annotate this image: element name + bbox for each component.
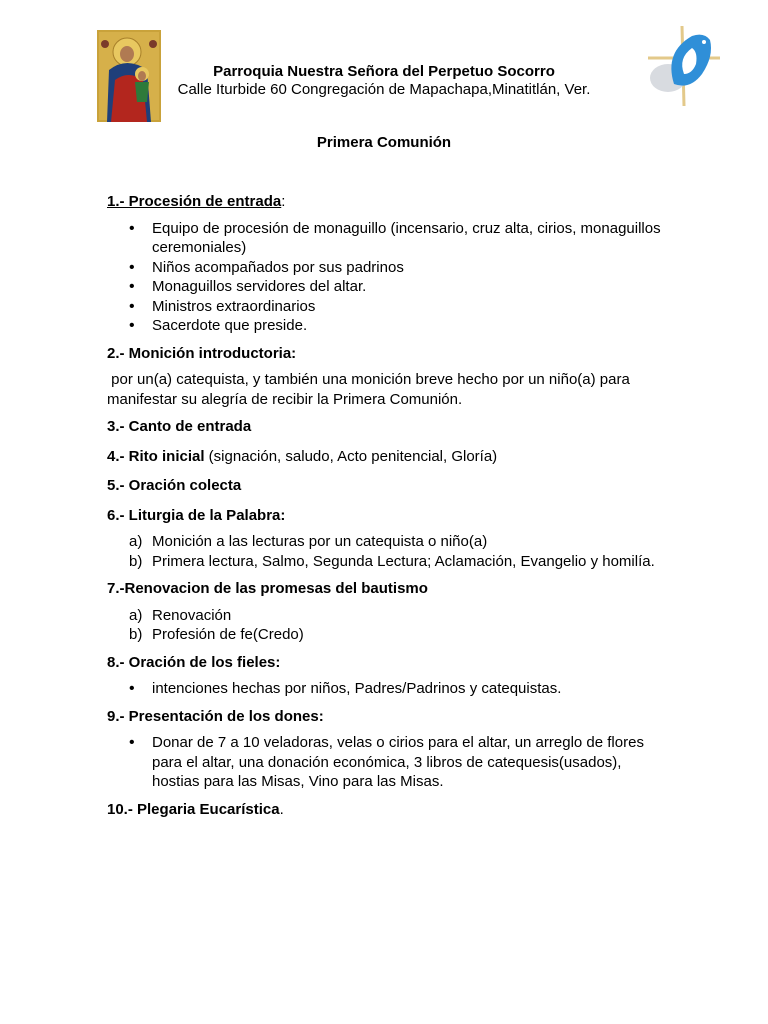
- section-6: [107, 506, 667, 572]
- section-2-text: por un(a) catequista, y también una monición breve hecho por un niño(a) para manifestar su alegría de recibir la Primera Comunión.: [107, 371, 634, 408]
- section-10-heading: 10.- Plegaria Eucarística.: [107, 800, 284, 818]
- list-item: b) Profesión de fe(Credo): [129, 626, 304, 643]
- section-7-list: [107, 606, 667, 645]
- section-7-heading: 7.-Renovacion de las promesas del bautismo: [107, 580, 428, 597]
- parish-address: Calle Iturbide 60 Congregación de Mapachapa,Minatitlán, Ver.: [177, 81, 591, 98]
- section-9: [107, 707, 667, 792]
- section-7: [107, 579, 667, 645]
- section-8-list: [107, 679, 667, 699]
- section-5-heading: 5.- Oración colecta: [107, 477, 242, 494]
- section-2-heading: 2.- Monición introductoria:: [107, 344, 297, 362]
- section-8: [107, 653, 667, 699]
- page-header: [150, 63, 618, 99]
- list-item: a) Renovación: [129, 606, 232, 624]
- section-1-list: [107, 219, 667, 336]
- list-item: • Donar de 7 a 10 veladoras, velas o cirios para el altar, un arreglo de flores para el altar, una donación económica, 3 libros de catequesis(usados), hostias para las Misas, Vino para las Misas.: [129, 734, 644, 790]
- list-item: • Monaguillos servidores del altar.: [129, 278, 367, 295]
- section-6-heading: 6.- Liturgia de la Palabra:: [107, 506, 286, 524]
- dove-icon: [644, 22, 722, 108]
- section-3-heading: 3.- Canto de entrada: [107, 418, 252, 435]
- document-body: [107, 192, 667, 819]
- section-1-heading: 1.- Procesión de entrada:: [107, 193, 286, 210]
- section-2: [107, 344, 667, 410]
- section-9-heading: 9.- Presentación de los dones:: [107, 707, 324, 725]
- list-item: • Ministros extraordinarios: [129, 297, 316, 315]
- list-item: • Equipo de procesión de monaguillo (incensario, cruz alta, cirios, monaguillos ceremoniales): [129, 219, 661, 256]
- section-9-list: [107, 733, 667, 792]
- section-4-heading: 4.- Rito inicial (signación, saludo, Acto penitencial, Gloría): [107, 447, 498, 465]
- document-title: Primera Comunión: [316, 134, 452, 151]
- list-item: • Sacerdote que preside.: [129, 317, 308, 334]
- section-8-heading: 8.- Oración de los fieles:: [107, 653, 281, 671]
- list-item: • Niños acompañados por sus padrinos: [129, 258, 404, 276]
- section-6-list: [107, 532, 667, 571]
- section-1: [107, 192, 667, 336]
- list-item: a) Monición a las lecturas por un catequista o niño(a): [129, 533, 488, 550]
- list-item: • intenciones hechas por niños, Padres/Padrinos y catequistas.: [129, 680, 562, 697]
- list-item: b) Primera lectura, Salmo, Segunda Lectura; Aclamación, Evangelio y homilía.: [129, 552, 655, 570]
- parish-name: Parroquia Nuestra Señora del Perpetuo Socorro: [213, 63, 555, 80]
